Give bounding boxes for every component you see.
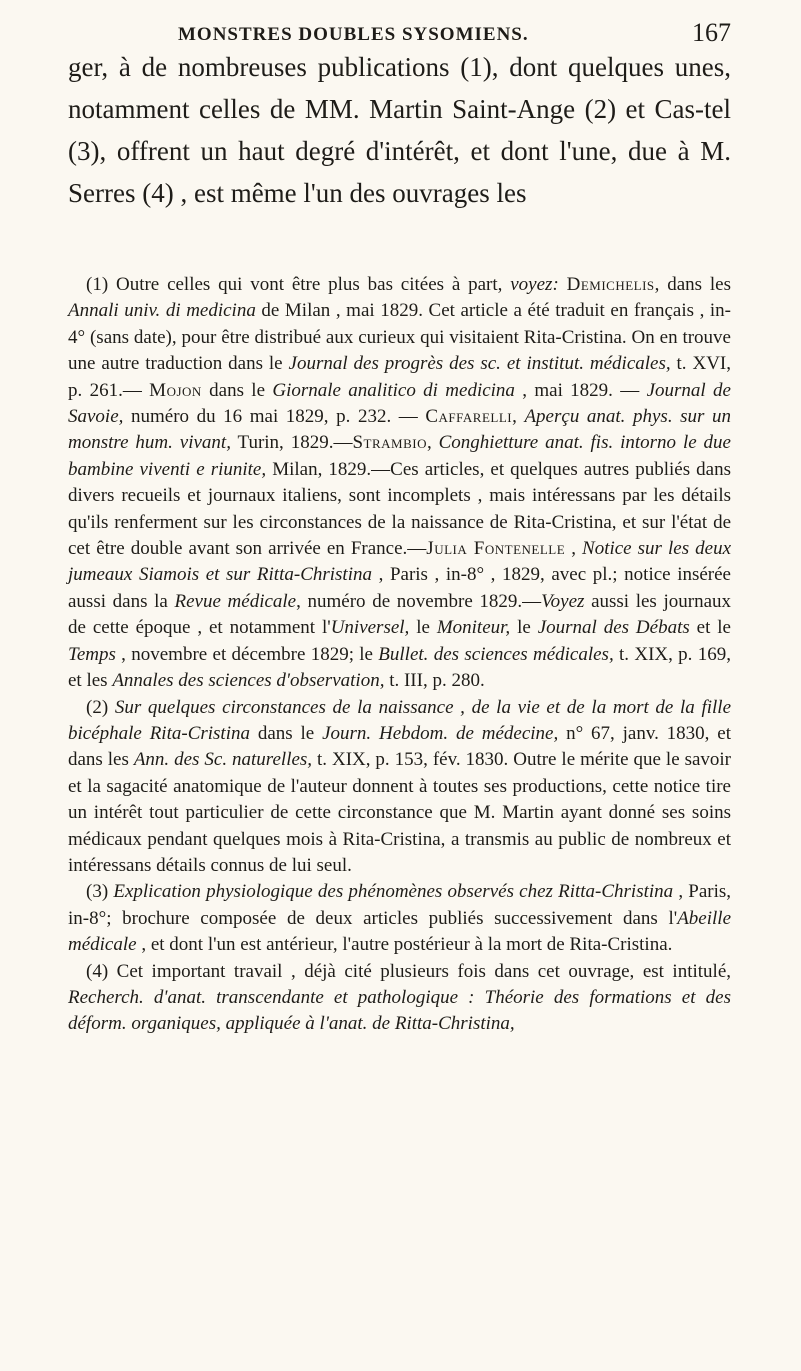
italic-run: Explication physiologique des phénomènes observés chez Ritta-Christina [113,881,674,903]
text-run: aussi les journaux de cette époque , et notamment l' [68,590,732,639]
text-run: , Paris, in-8°; brochure composée de deux articles publiés successivement dans l' [68,881,732,929]
text-run: , mai 1829. — [514,379,647,401]
text-run: dans le [250,722,323,744]
text-run: , dans les [654,274,732,295]
text-run: le [409,617,437,639]
italic-run: Conghietture anat. fis. intorno le due bambine viventi e riunite, [68,432,731,480]
text-run: de Milan , mai 1829. Cet article a été traduit en français , in-4° (sans date), pour être distribué aux curieux qui visitaient Rita-Cristina. On en trouve une autre traduction dans le [68,300,732,375]
text-run: (1) Outre celles qui vont être plus bas citées à part, [86,274,511,295]
text-run: t. XVI, p. 261.— [68,353,731,401]
italic-run: Journal des Débats [537,617,690,639]
text-run: n° 67, janv. 1830, et dans les [68,722,731,771]
italic-run: Temps [68,643,116,665]
text-run: , [565,538,583,560]
text-run: t. XIX, p. 169, et les [68,643,731,692]
author-name: Caffarelli [425,406,513,428]
italic-run: Giornale analitico di medicina [272,379,515,401]
text-run: , novembre et décembre 1829; le [115,643,379,665]
text-run: t. XIX, p. 153, fév. 1830. Outre le mérite que le savoir et la sagacité anatomique de l'auteur donnent à toutes ses productions, cette notice tire un intérêt tout particulier de cette circonstance que M. Martin ayant donné ses soins médicaux pendant quelques mois à Rita-Cristina, a transmis au public de nombreux et intéressans détails connus de lui seul. [68,749,732,876]
text-run: , Paris , in-8° , 1829, avec pl.; notice insérée aussi dans la [68,564,731,612]
footnote-4 [68,959,731,1038]
italic-run: Bullet. des sciences médicales, [378,643,614,665]
italic-run: Abeille médicale [68,907,731,956]
text-run: Turin, 1829.— [230,432,353,454]
text-run: et le [689,617,731,639]
text-run: (2) [86,696,115,718]
text-run: , numéro de novembre 1829.— [296,590,542,612]
text-run: dans le [201,379,273,401]
italic-run: Moniteur, [436,617,511,639]
italic-run: voyez: [510,274,559,295]
footnote-2 [68,695,731,880]
author-name: Julia Fontenelle [426,538,566,560]
italic-run: Journal des progrès des sc. et institut. médicales, [288,353,671,375]
running-title: MONSTRES DOUBLES SYSOMIENS. [178,24,529,45]
text-run: numéro du 16 mai 1829, p. 232. — [123,406,426,428]
author-name: Mojon [149,379,202,401]
text-run [559,274,567,295]
italic-run: Sur quelques circonstances de la naissance , de la vie et de la mort de la fille bicéphale Rita-Cristina [68,696,732,744]
text-run: t. III, p. 280. [384,670,485,692]
italic-run: Journal de Savoie, [68,379,731,428]
author-name: Strambio [352,432,427,454]
footnotes [68,272,731,1038]
page-number: 167 [692,18,731,47]
text-run: (4) Cet important travail , déjà cité plusieurs fois dans cet ouvrage, est intitulé, [86,960,731,982]
italic-run: Ann. des Sc. naturelles, [133,749,313,771]
italic-run: Annali univ. di medicina [68,300,256,322]
text-run: , [512,406,525,428]
footnote-3 [68,879,731,958]
text-run: (3) [86,881,114,903]
italic-run: Revue médicale [174,590,297,612]
text-run: le [510,617,538,639]
italic-run: Universel, [330,617,410,639]
italic-run: Journ. Hebdom. de médecine, [322,722,559,744]
body-paragraph: ger, à de nombreuses publications (1), dont quelques unes, notamment celles de MM. Martin Saint-Ange (2) et Cas-tel (3), offrent un haut degré d'intérêt, et dont l'une, due à M. Serres (4) , est même l'un des ouvrages les [68,52,731,208]
italic-run: Voyez [541,590,585,612]
text-run: , [426,432,439,454]
italic-run: Aperçu anat. phys. sur un monstre hum. vivant, [68,406,732,454]
italic-run: Recherch. d'anat. transcendante et pathologique : Théorie des formations et des déform. organiques, appliquée à l'anat. de Ritta-Christina, [68,986,731,1035]
text-run: , et dont l'un est antérieur, l'autre postérieur à la mort de Rita-Cristina. [136,934,673,956]
author-name: Demichelis [566,274,655,295]
italic-run: Annales des sciences d'observation, [112,670,385,692]
text-run: Milan, 1829.—Ces articles, et quelques autres publiés dans divers recueils et journaux italiens, sont incomplets , mais intéressans par les détails qu'ils renferment sur les circonstances de la naissance de Rita-Cristina, et sur l'état de cet être double avant son arrivée en France.— [68,458,731,560]
footnote-1 [68,272,731,695]
italic-run: Notice sur les deux jumeaux Siamois et sur Ritta-Christina [68,538,732,586]
